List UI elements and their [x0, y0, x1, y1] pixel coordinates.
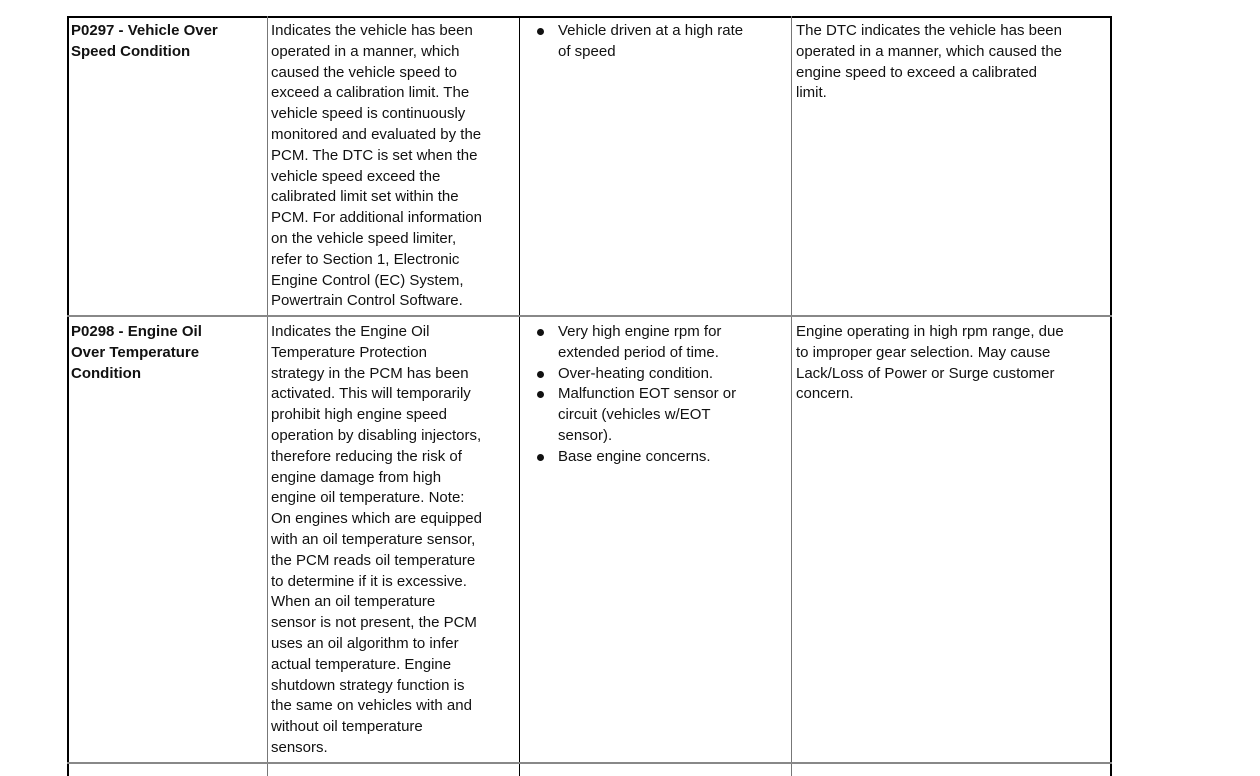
cell-causes — [537, 21, 743, 63]
text-line: refer to Section 1, Electronic — [271, 250, 460, 268]
text-line: the same on vehicles with and — [271, 697, 472, 715]
row-divider — [67, 315, 1112, 317]
text-line: sensor is not present, the PCM — [271, 614, 477, 632]
text-line: prohibit high engine speed — [271, 406, 447, 424]
text-line: operated in a manner, which caused the — [796, 42, 1063, 60]
text-line: Over Temperature — [71, 343, 200, 361]
text-line: uses an oil algorithm to infer — [271, 634, 459, 652]
text-line: Condition — [71, 364, 141, 382]
text-line: PCM. The DTC is set when the — [271, 146, 478, 164]
text-line: with an oil temperature sensor, — [271, 530, 476, 548]
text-line: operated in a manner, which — [271, 42, 460, 60]
cell-action — [796, 322, 1064, 405]
text-line: Very high engine rpm for — [558, 323, 722, 340]
text-line: monitored and evaluated by the — [271, 125, 482, 143]
cell-description — [271, 21, 482, 312]
bullet-item — [537, 447, 736, 468]
text-line: strategy in the PCM has been — [271, 364, 469, 382]
text-line: vehicle speed exceed the — [271, 167, 441, 185]
text-line: When an oil temperature — [271, 593, 436, 611]
cell-code — [71, 322, 202, 384]
cell-causes — [537, 322, 736, 468]
text-line: to determine if it is excessive. — [271, 572, 467, 590]
text-line: actual temperature. Engine — [271, 655, 452, 673]
bullet-icon — [537, 454, 544, 461]
cell-action — [796, 21, 1062, 104]
bullet-item — [537, 384, 736, 446]
bullet-item — [537, 21, 743, 63]
bullet-item — [537, 364, 736, 385]
text-line: calibrated limit set within the — [271, 188, 459, 206]
text-line: concern. — [796, 385, 854, 403]
bullet-icon — [537, 329, 544, 336]
text-line: Speed Condition — [71, 42, 191, 60]
text-line: P0297 - Vehicle Over — [71, 22, 218, 39]
column-divider — [791, 16, 792, 776]
text-line: sensor). — [558, 426, 613, 444]
text-line: the PCM reads oil temperature — [271, 551, 476, 569]
text-line: Vehicle driven at a high rate — [558, 22, 744, 39]
text-line: exceed a calibration limit. The — [271, 84, 470, 102]
bullet-icon — [537, 391, 544, 398]
text-line: caused the vehicle speed to — [271, 63, 457, 81]
text-line: The DTC indicates the vehicle has been — [796, 22, 1062, 39]
column-divider — [267, 16, 268, 776]
bullet-item — [537, 322, 736, 364]
column-divider — [519, 16, 520, 776]
text-line: Indicates the vehicle has been — [271, 22, 473, 39]
text-line: Over-heating condition. — [558, 364, 714, 382]
text-line: limit. — [796, 84, 827, 102]
text-line: circuit (vehicles w/EOT — [558, 406, 711, 424]
row-divider — [67, 762, 1112, 764]
text-line: without oil temperature — [271, 718, 423, 736]
text-line: Engine Control (EC) System, — [271, 271, 464, 289]
text-line: activated. This will temporarily — [271, 385, 471, 403]
text-line: Engine operating in high rpm range, due — [796, 323, 1064, 340]
text-line: on the vehicle speed limiter, — [271, 229, 457, 247]
text-line: Base engine concerns. — [558, 447, 711, 465]
text-line: extended period of time. — [558, 343, 719, 361]
text-line: Malfunction EOT sensor or — [558, 385, 737, 403]
text-line: Indicates the Engine Oil — [271, 323, 430, 340]
text-line: to improper gear selection. May cause — [796, 343, 1051, 361]
text-line: Lack/Loss of Power or Surge customer — [796, 364, 1055, 382]
text-line: PCM. For additional information — [271, 209, 482, 227]
text-line: engine speed to exceed a calibrated — [796, 63, 1038, 81]
bullet-icon — [537, 371, 544, 378]
text-line: P0298 - Engine Oil — [71, 323, 202, 340]
text-line: On engines which are equipped — [271, 510, 482, 528]
bullet-icon — [537, 28, 544, 35]
text-line: vehicle speed is continuously — [271, 105, 466, 123]
text-line: therefore reducing the risk of — [271, 447, 462, 465]
cell-code — [71, 21, 218, 63]
text-line: Powertrain Control Software. — [271, 292, 463, 310]
text-line: of speed — [558, 42, 616, 60]
cell-description — [271, 322, 482, 759]
text-line: Temperature Protection — [271, 343, 427, 361]
text-line: operation by disabling injectors, — [271, 426, 482, 444]
text-line: sensors. — [271, 738, 328, 756]
text-line: engine oil temperature. Note: — [271, 489, 465, 507]
text-line: engine damage from high — [271, 468, 442, 486]
text-line: shutdown strategy function is — [271, 676, 465, 694]
